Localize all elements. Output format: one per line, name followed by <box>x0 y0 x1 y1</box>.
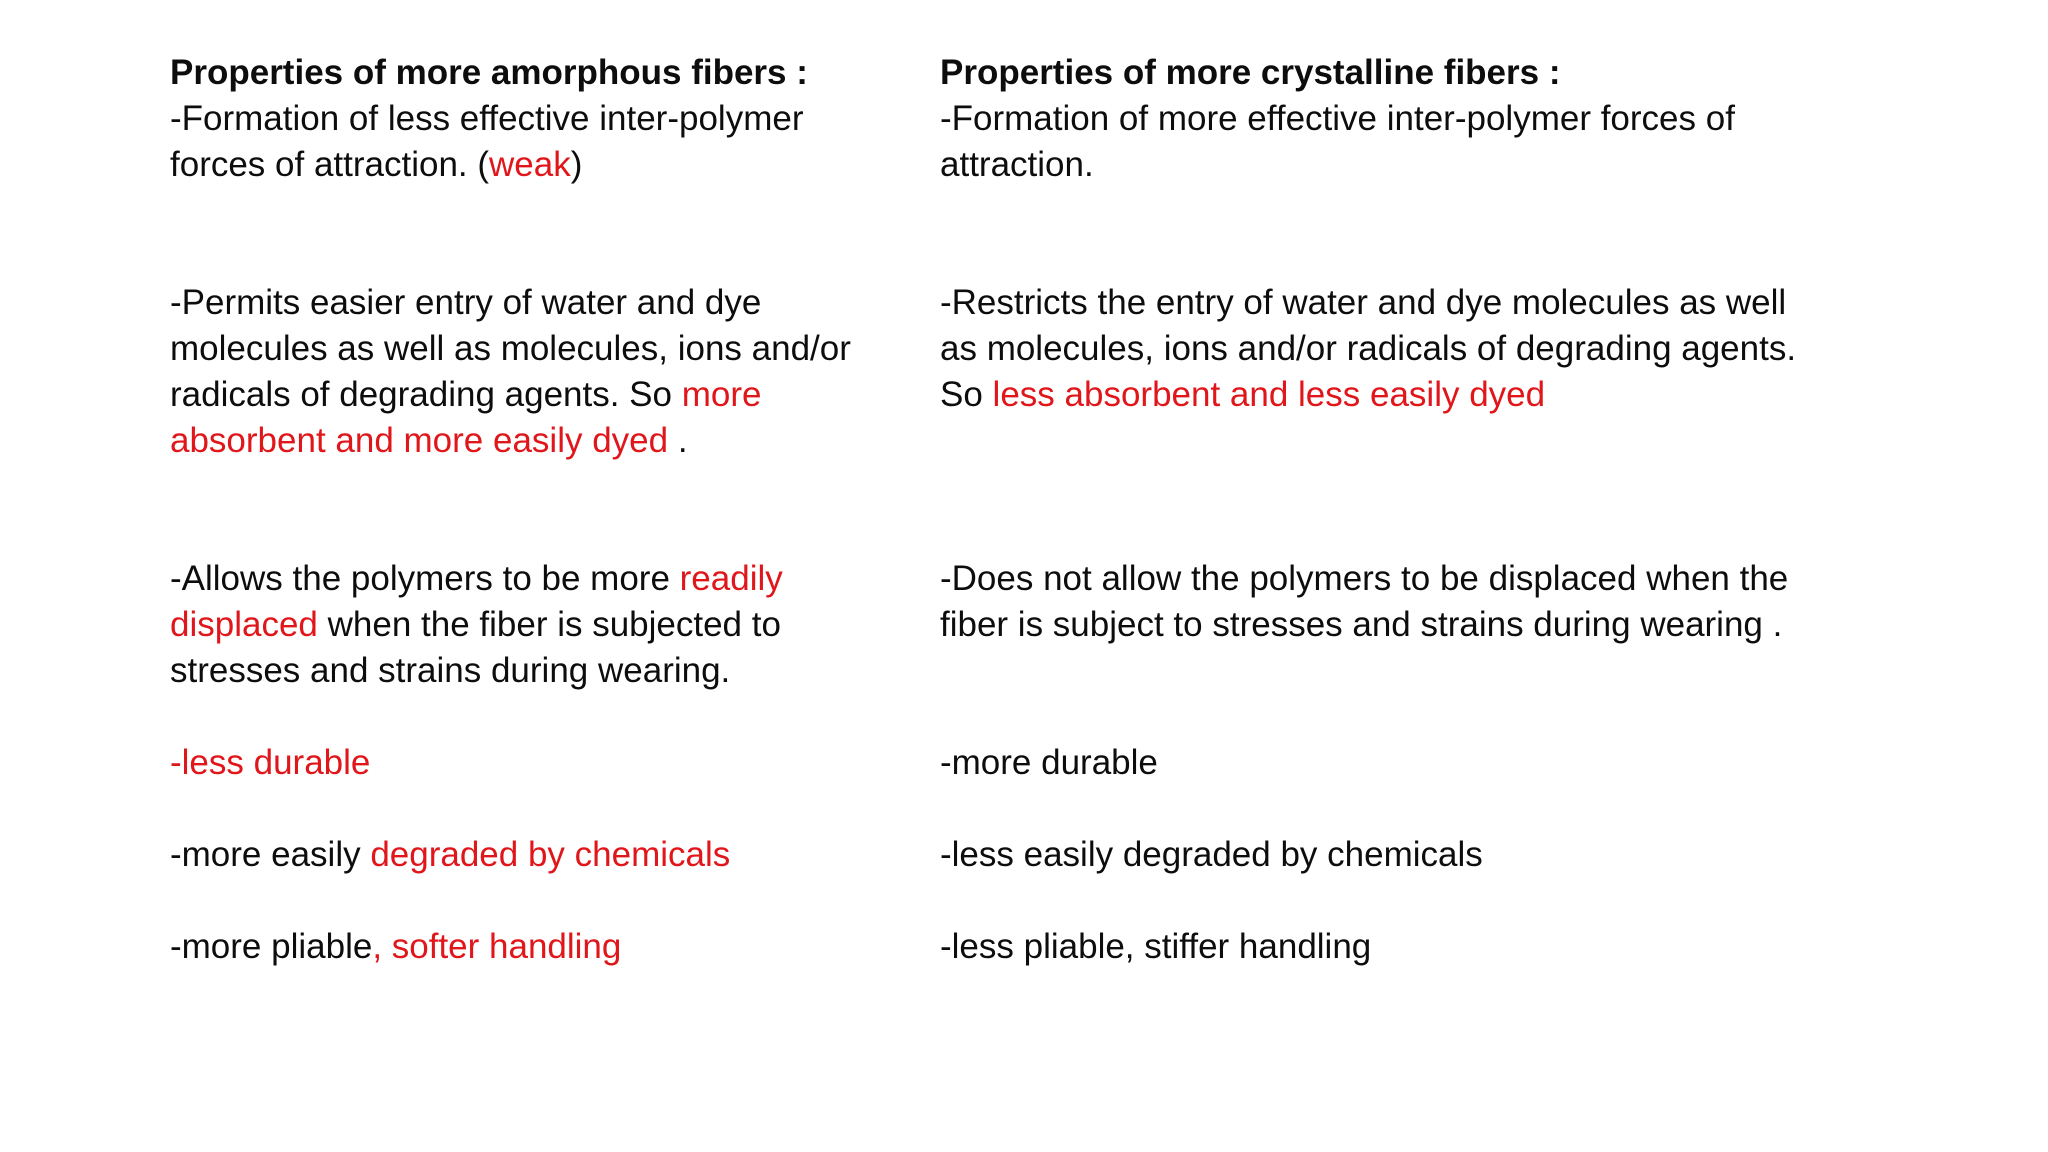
amorphous-point-displacement: -Allows the polymers to be more readily displaced when the fiber is subjected to stresses and strains during wearing. <box>170 559 783 690</box>
absorbent-highlight: more absorbent and more easily dyed <box>170 375 762 460</box>
amorphous-column <box>170 50 870 966</box>
amorphous-point-forces: -Formation of less effective inter-polymer forces of attraction. (weak) <box>170 99 804 184</box>
crystalline-point-handling: -less pliable, stiffer handling <box>940 927 1372 966</box>
less-absorbent-highlight: less absorbent and less easily dyed <box>992 375 1546 414</box>
amorphous-heading: Properties of more amorphous fibers : <box>170 53 808 92</box>
crystalline-point-chemicals: -less easily degraded by chemicals <box>940 835 1483 874</box>
less-durable-highlight: -less durable <box>170 743 371 782</box>
displaced-highlight: readily displaced <box>170 559 783 644</box>
crystalline-point-forces: -Formation of more effective inter-polymer forces of attraction. <box>940 99 1735 184</box>
crystalline-heading: Properties of more crystalline fibers : <box>940 53 1561 92</box>
amorphous-point-chemicals: -more easily degraded by chemicals <box>170 835 731 874</box>
crystalline-point-durability: -more durable <box>940 743 1158 782</box>
amorphous-point-handling: -more pliable, softer handling <box>170 927 622 966</box>
crystalline-point-entry: -Restricts the entry of water and dye molecules as well as molecules, ions and/or radicals of degrading agents. So less absorbent and less easily dyed <box>940 283 1797 414</box>
crystalline-point-displacement: -Does not allow the polymers to be displaced when the fiber is subject to stresses and strains during wearing . <box>940 559 1789 644</box>
weak-highlight: weak <box>489 145 571 184</box>
amorphous-point-entry: -Permits easier entry of water and dye molecules as well as molecules, ions and/or radicals of degrading agents. So more absorbent and more easily dyed . <box>170 283 851 460</box>
softer-handling-highlight: , softer handling <box>372 927 622 966</box>
chemicals-highlight: degraded by chemicals <box>370 835 731 874</box>
amorphous-point-durability <box>170 740 870 786</box>
crystalline-column <box>940 50 1820 966</box>
